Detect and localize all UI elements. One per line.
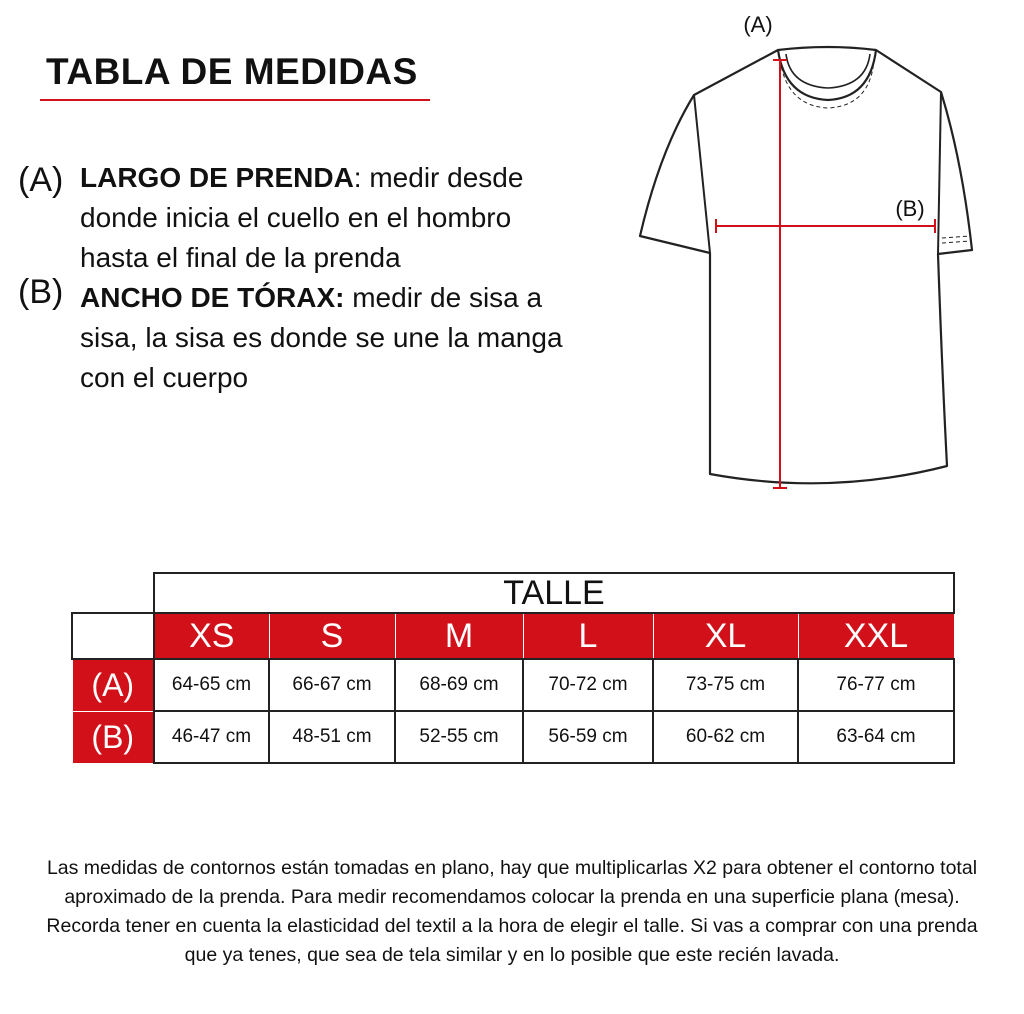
- size-header-l: L: [523, 613, 653, 659]
- size-header-s: S: [269, 613, 395, 659]
- measure-b-text: medir de sisa a sisa, la sisa es donde se une la manga con el cuerpo: [80, 282, 563, 393]
- table-cell: 63-64 cm: [798, 711, 954, 763]
- table-cell: 68-69 cm: [395, 659, 523, 711]
- size-header-xs: XS: [154, 613, 269, 659]
- tshirt-diagram: [630, 0, 1010, 500]
- table-cell: 56-59 cm: [523, 711, 653, 763]
- table-cell: 64-65 cm: [154, 659, 269, 711]
- table-cell: 60-62 cm: [653, 711, 798, 763]
- table-cell: 52-55 cm: [395, 711, 523, 763]
- size-header-m: M: [395, 613, 523, 659]
- measure-b-letter: (B): [18, 273, 64, 311]
- table-cell: 70-72 cm: [523, 659, 653, 711]
- measure-a-name: LARGO DE PRENDA: [80, 162, 354, 193]
- size-header-xl: XL: [653, 613, 798, 659]
- talle-header: TALLE: [154, 573, 954, 613]
- measure-b-name: ANCHO DE TÓRAX:: [80, 282, 345, 313]
- tshirt-outline: [640, 47, 972, 483]
- size-table: [71, 572, 955, 764]
- size-header-xxl: XXL: [798, 613, 954, 659]
- table-cell: 46-47 cm: [154, 711, 269, 763]
- talle-header-row: [72, 573, 954, 613]
- table-row-b: [72, 711, 954, 763]
- page-title: TABLA DE MEDIDAS: [46, 51, 418, 92]
- measurement-note: Las medidas de contornos están tomadas en plano, hay que multiplicarlas X2 para obtener el contorno total aproximado de la prenda. Para medir recomendamos colocar la prenda en una superficie plana (mesa). Recorda tener en cuenta la elasticidad del textil a la hora de elegir el talle. Si vas a comprar con una prenda que ya tenes, que sea de tela similar y en lo posible que este recién lavada.: [46, 857, 978, 966]
- table-cell: 66-67 cm: [269, 659, 395, 711]
- row-header-a: (A): [72, 659, 154, 711]
- table-cell: 76-77 cm: [798, 659, 954, 711]
- size-header-row: [72, 613, 954, 659]
- table-cell: 48-51 cm: [269, 711, 395, 763]
- measure-a-separator: :: [353, 162, 362, 193]
- diagram-label-a: (A): [743, 12, 773, 37]
- table-row-a: [72, 659, 954, 711]
- blank-cell: [72, 573, 154, 613]
- measure-a-letter: (A): [18, 161, 64, 199]
- measure-b-description: [80, 278, 580, 398]
- table-cell: 73-75 cm: [653, 659, 798, 711]
- measure-a-text: medir desde donde inicia el cuello en el hombro hasta el final de la prenda: [80, 162, 524, 273]
- title-underline: [40, 99, 430, 101]
- measure-a-description: [80, 158, 580, 278]
- row-header-b: (B): [72, 711, 154, 763]
- diagram-label-b: (B): [895, 196, 925, 221]
- corner-cell: [72, 613, 154, 659]
